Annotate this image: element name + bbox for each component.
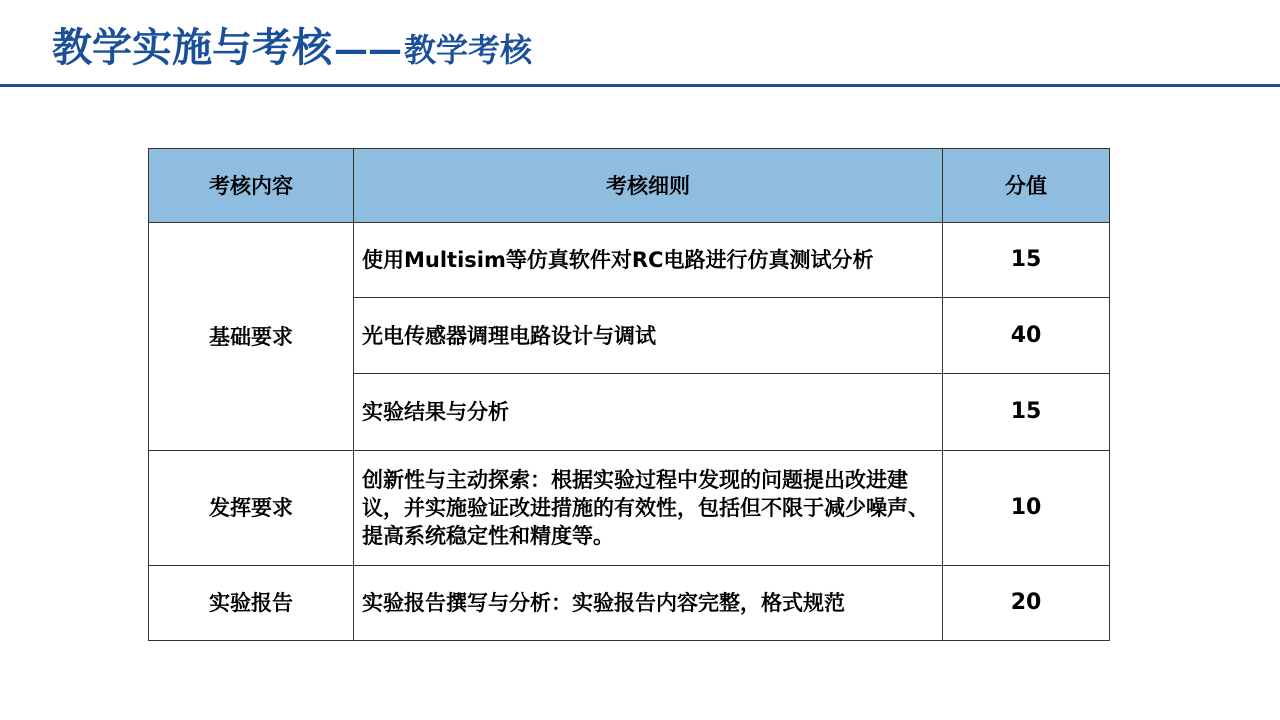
detail-cell: 实验结果与分析 [354,374,943,451]
header-divider [0,84,1280,87]
score-cell: 10 [943,451,1110,566]
detail-cell: 光电传感器调理电路设计与调试 [354,298,943,374]
detail-cell: 实验报告撰写与分析：实验报告内容完整，格式规范 [354,566,943,641]
category-advanced: 发挥要求 [149,451,354,566]
table-row [149,223,1110,298]
column-header-score: 分值 [943,149,1110,223]
table-row [149,566,1110,641]
category-report: 实验报告 [149,566,354,641]
score-cell: 20 [943,566,1110,641]
score-cell: 40 [943,298,1110,374]
score-cell: 15 [943,223,1110,298]
score-cell: 15 [943,374,1110,451]
title-dash: —— [334,30,402,70]
table-row [149,451,1110,566]
table-header-row [149,149,1110,223]
category-basic: 基础要求 [149,223,354,451]
title-sub: 教学考核 [404,31,533,69]
column-header-content: 考核内容 [149,149,354,223]
assessment-table [148,148,1110,641]
column-header-details: 考核细则 [354,149,943,223]
detail-cell: 使用Multisim等仿真软件对RC电路进行仿真测试分析 [354,223,943,298]
page-title [52,16,532,76]
detail-cell: 创新性与主动探索：根据实验过程中发现的问题提出改进建议，并实施验证改进措施的有效性，包括但不限于减少噪声、提高系统稳定性和精度等。 [354,451,943,566]
title-main: 教学实施与考核 [52,25,332,71]
